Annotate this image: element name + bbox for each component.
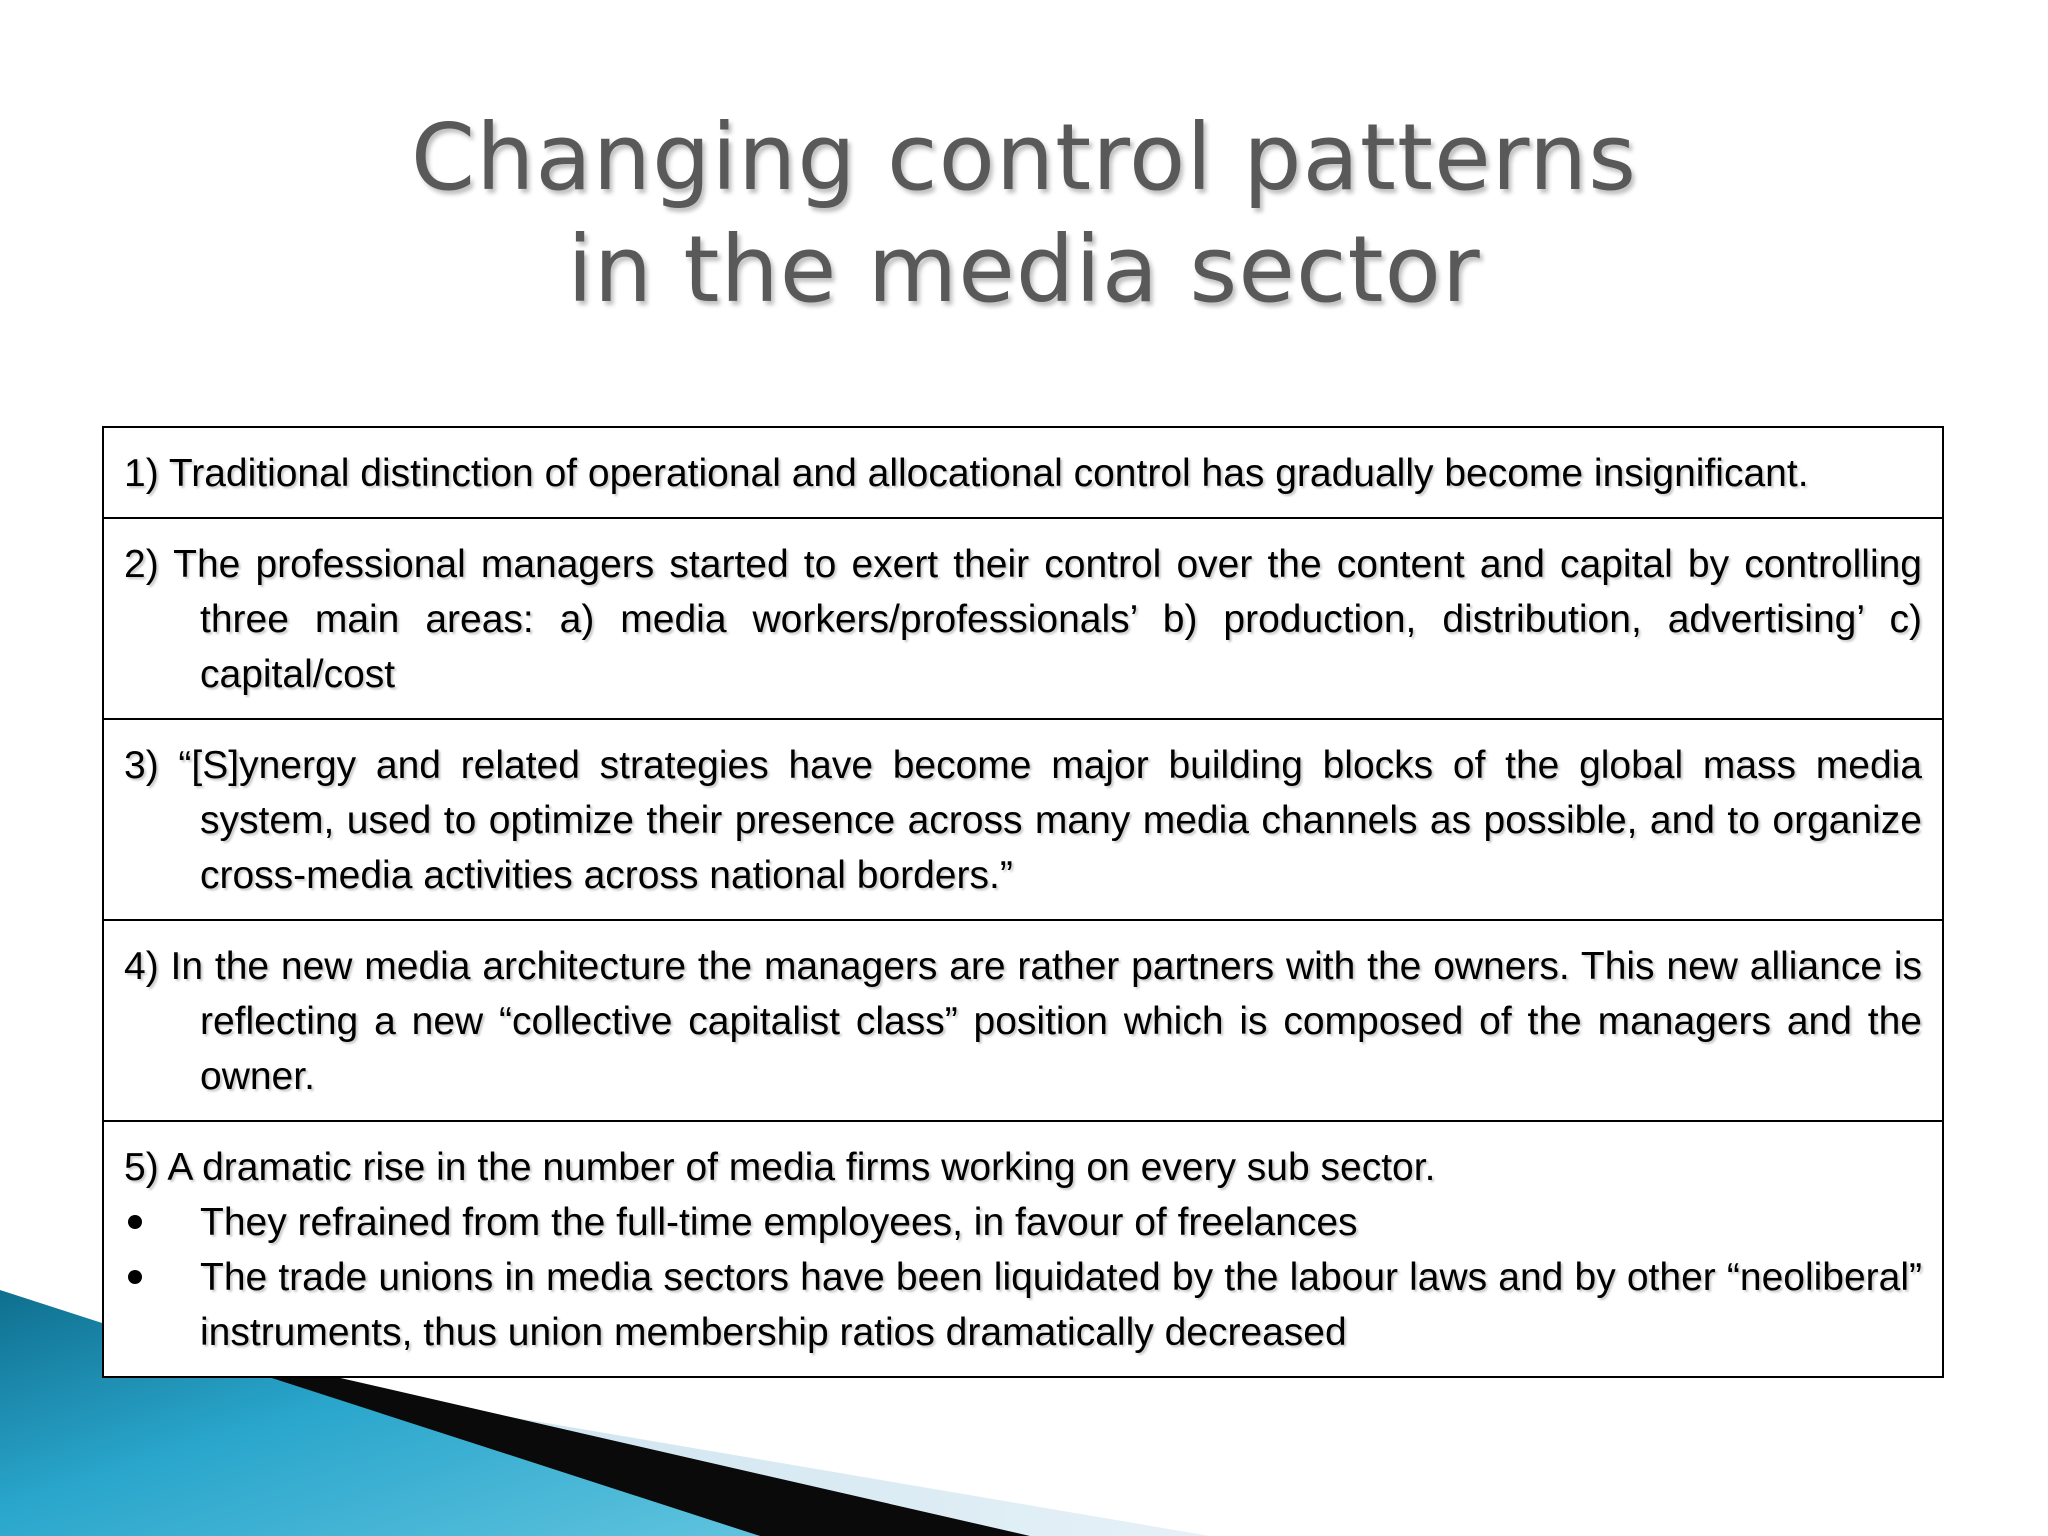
title-line-1: Changing control patterns <box>410 104 1638 211</box>
bullet-dot-icon <box>128 1270 142 1284</box>
bullet-dot-icon <box>128 1215 142 1229</box>
point-row-4 <box>104 921 1942 1122</box>
point-number: 4) <box>124 945 159 988</box>
bullet-item <box>124 1250 1922 1360</box>
point-item <box>124 446 1922 501</box>
point-item <box>124 738 1922 903</box>
point-text: “[S]ynergy and related strategies have become major building blocks of the global mass media system, used to optimize their presence across many media channels as possible, and to organize cross-media activities across national borders.” <box>178 744 1922 897</box>
point-row-3 <box>104 720 1942 921</box>
point-row-2 <box>104 519 1942 720</box>
point-text: A dramatic rise in the number of media firms working on every sub sector. <box>167 1146 1436 1189</box>
point-row-5 <box>104 1122 1942 1376</box>
point-number: 2) <box>124 543 159 586</box>
bullet-item <box>124 1195 1922 1250</box>
points-table <box>102 426 1944 1378</box>
point-item <box>124 1140 1922 1195</box>
bullet-list <box>124 1195 1922 1360</box>
point-text: Traditional distinction of operational and allocational control has gradually become insignificant. <box>168 452 1809 495</box>
point-text: In the new media architecture the managers are rather partners with the owners. This new alliance is reflecting a new “collective capitalist class” position which is composed of the managers and the owner. <box>170 945 1922 1098</box>
bullet-text: They refrained from the full-time employees, in favour of freelances <box>200 1201 1358 1244</box>
bullet-text: The trade unions in media sectors have been liquidated by the labour laws and by other “neoliberal” instruments, thus union membership ratios dramatically decreased <box>200 1256 1922 1354</box>
point-number: 3) <box>124 744 159 787</box>
title-line-2: in the media sector <box>567 216 1481 323</box>
slide-title <box>0 102 2048 326</box>
point-number: 1) <box>124 452 159 495</box>
point-item <box>124 939 1922 1104</box>
point-number: 5) <box>124 1146 159 1189</box>
point-text: The professional managers started to exert their control over the content and capital by controlling three main areas: a) media workers/professionals’ b) production, distribution, advertising’ c) capital/cost <box>173 543 1922 696</box>
point-item <box>124 537 1922 702</box>
point-row-1 <box>104 428 1942 519</box>
